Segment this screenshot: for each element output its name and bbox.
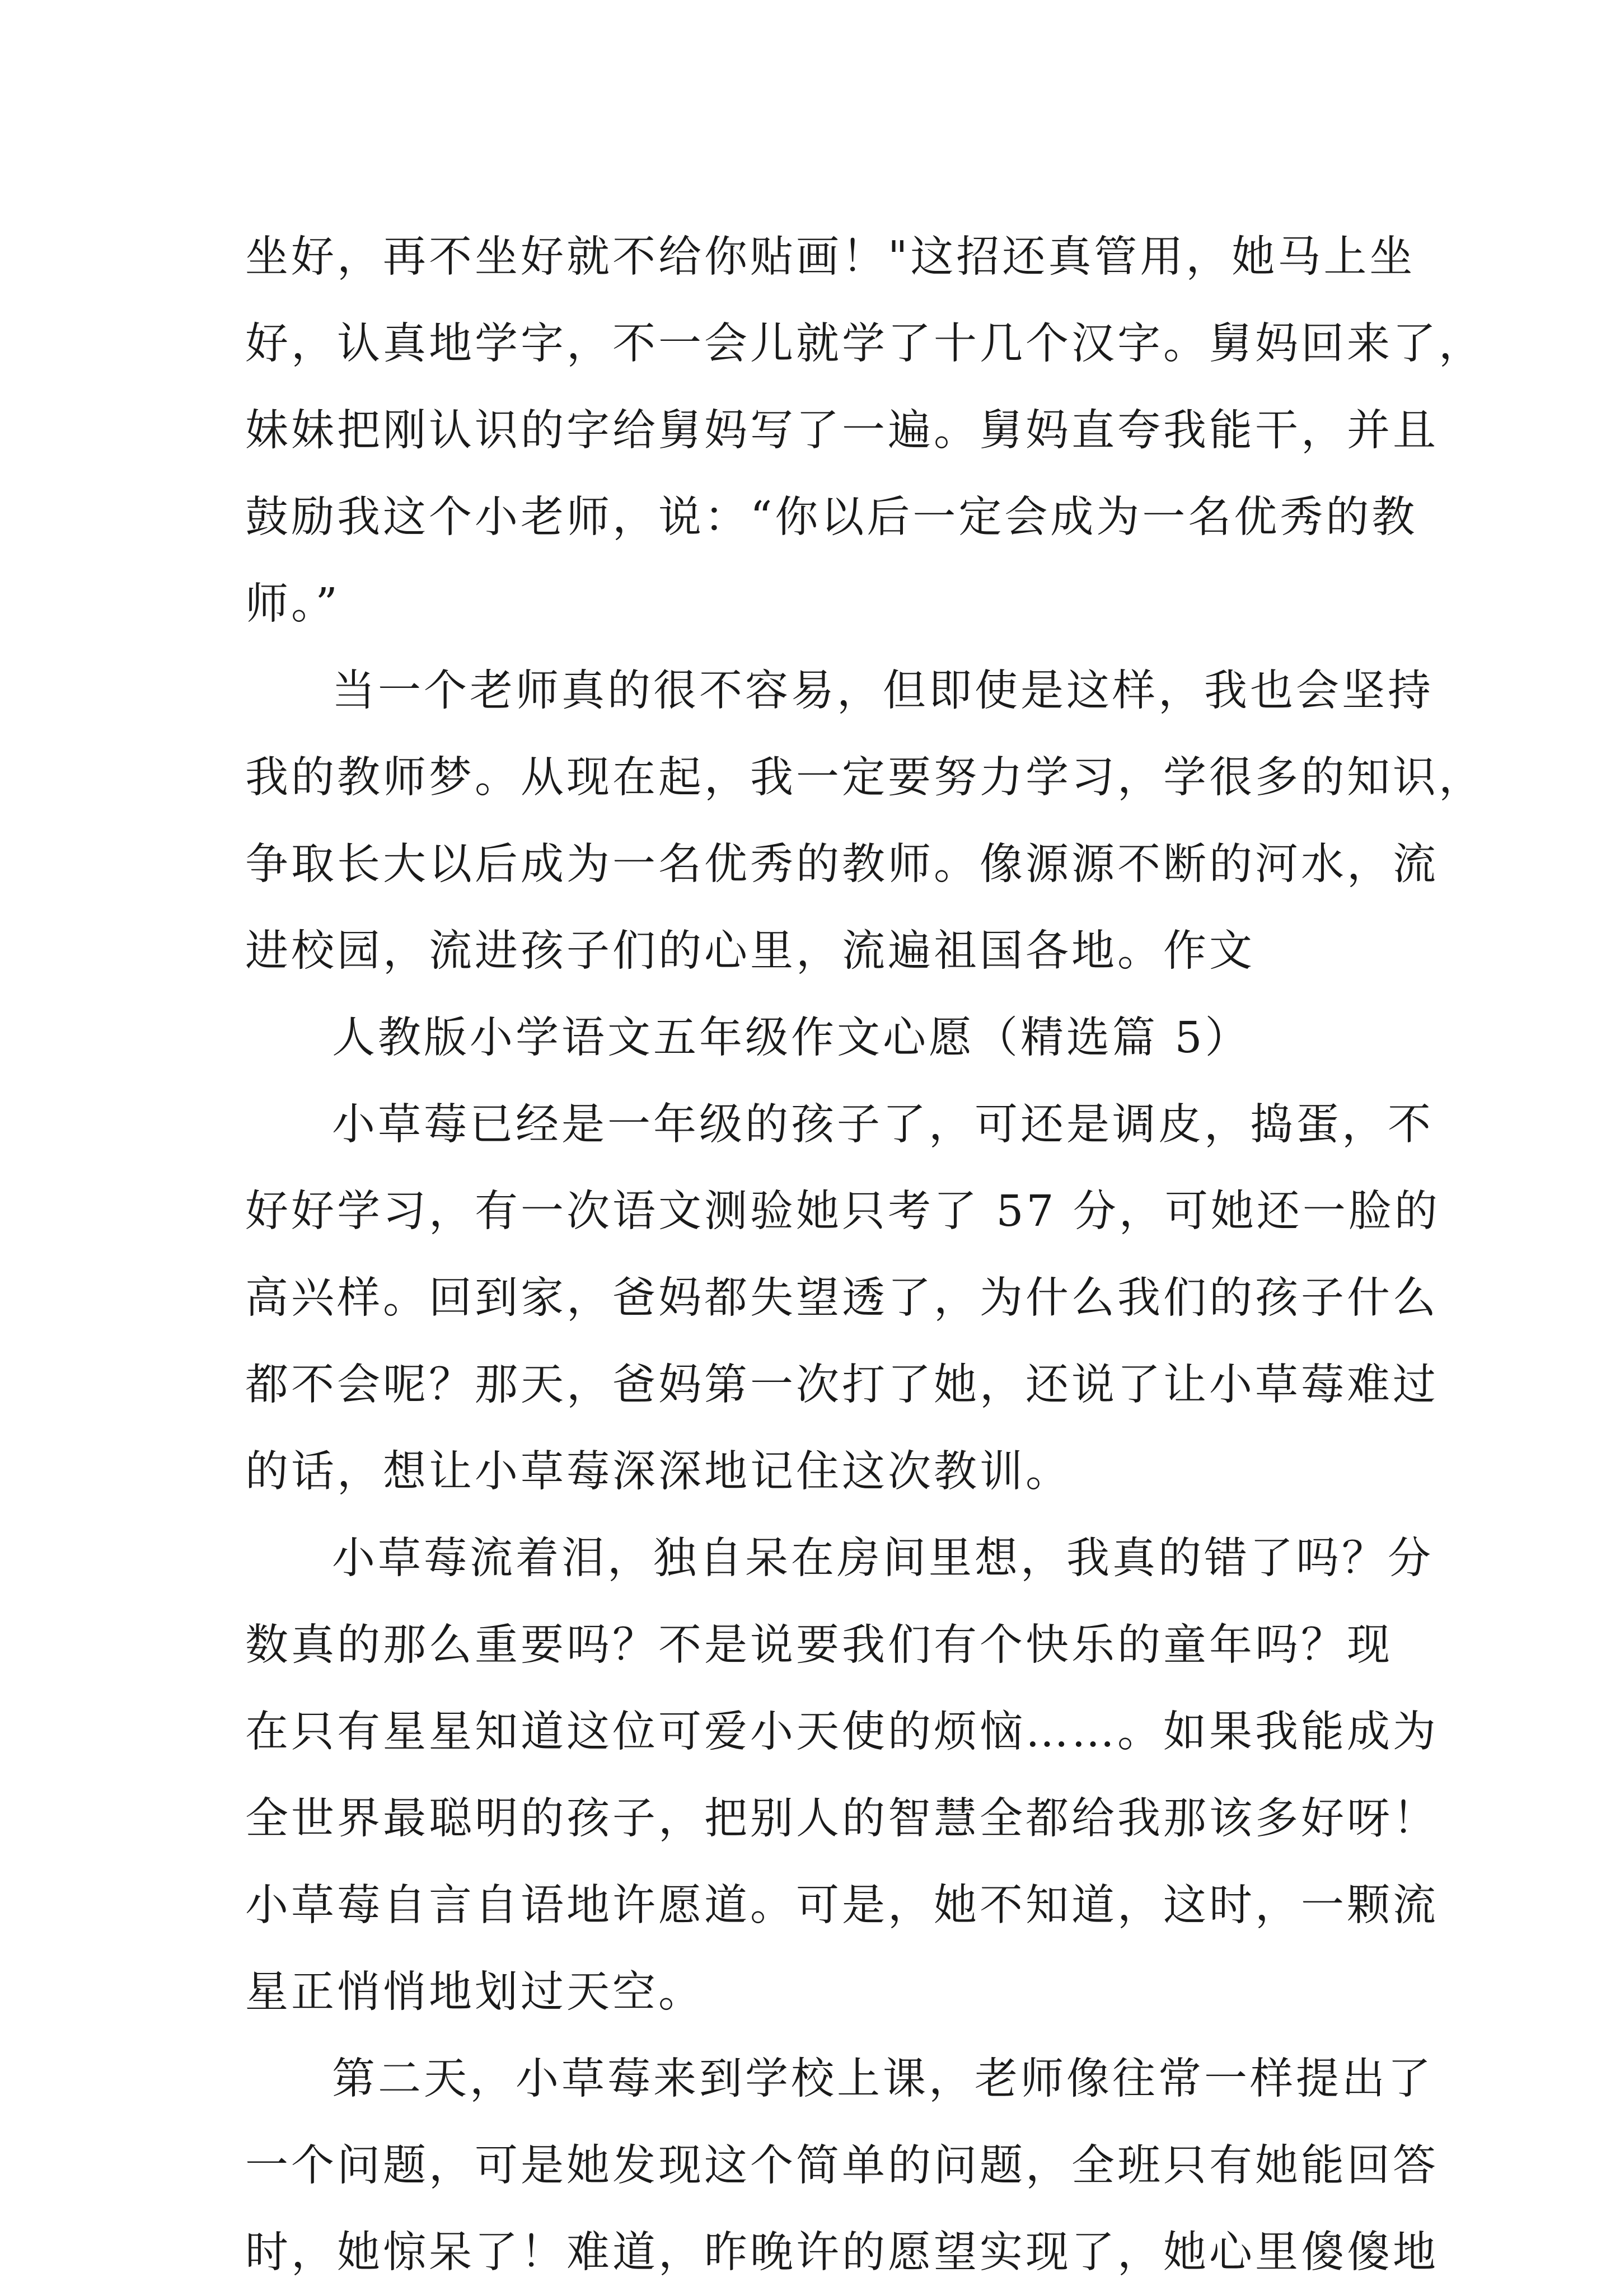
text-line: 全世界最聪明的孩子，把别人的智慧全都给我那该多好呀！ — [245, 1794, 1439, 1844]
paragraph-start-line: 小草莓流着泪，独自呆在房间里想，我真的错了吗？分 — [332, 1534, 1434, 1583]
text-line: 鼓励我这个小老师，说：“你以后一定会成为一名优秀的教 — [245, 493, 1418, 542]
paragraph-start-line: 当一个老师真的很不容易，但即使是这样，我也会坚持 — [332, 666, 1434, 716]
paragraph-start-line: 第二天，小草莓来到学校上课，老师像往常一样提出了 — [332, 2054, 1434, 2104]
text-line: 我的教师梦。从现在起，我一定要努力学习，学很多的知识， — [245, 753, 1485, 803]
text-line: 的话，想让小草莓深深地记住这次教训。 — [245, 1447, 1071, 1497]
section-heading: 人教版小学语文五年级作文心愿（精选篇 5） — [332, 1013, 1251, 1063]
text-line: 好好学习，有一次语文测验她只考了 57 分，可她还一脸的 — [245, 1187, 1440, 1236]
text-line: 进校园，流进孩子们的心里，流遍祖国各地。作文 — [245, 926, 1255, 976]
text-line: 小草莓自言自语地许愿道。可是，她不知道，这时，一颗流 — [245, 1881, 1439, 1930]
text-line: 妹妹把刚认识的字给舅妈写了一遍。舅妈直夸我能干，并且 — [245, 406, 1439, 456]
text-line: 一个问题，可是她发现这个简单的问题，全班只有她能回答 — [245, 2141, 1439, 2191]
text-line: 时，她惊呆了！难道，昨晚许的愿望实现了，她心里傻傻地 — [245, 2228, 1439, 2278]
document-body — [245, 214, 1485, 2296]
text-line: 争取长大以后成为一名优秀的教师。像源源不断的河水，流 — [245, 840, 1439, 889]
text-line: 都不会呢？那天，爸妈第一次打了她，还说了让小草莓难过 — [245, 1360, 1439, 1410]
text-line: 坐好，再不坐好就不给你贴画！"这招还真管用，她马上坐 — [245, 232, 1416, 282]
text-line: 在只有星星知道这位可爱小天使的烦恼……。如果我能成为 — [245, 1707, 1439, 1757]
text-line: 好，认真地学字，不一会儿就学了十几个汉字。舅妈回来了， — [245, 319, 1485, 369]
text-line: 师。” — [245, 579, 340, 629]
text-line: 数真的那么重要吗？不是说要我们有个快乐的童年吗？现 — [245, 1620, 1393, 1670]
text-line: 高兴样。回到家，爸妈都失望透了，为什么我们的孩子什么 — [245, 1273, 1439, 1323]
text-line: 星正悄悄地划过天空。 — [245, 1967, 704, 2017]
paragraph-start-line: 小草莓已经是一年级的孩子了，可还是调皮，捣蛋，不 — [332, 1100, 1434, 1150]
